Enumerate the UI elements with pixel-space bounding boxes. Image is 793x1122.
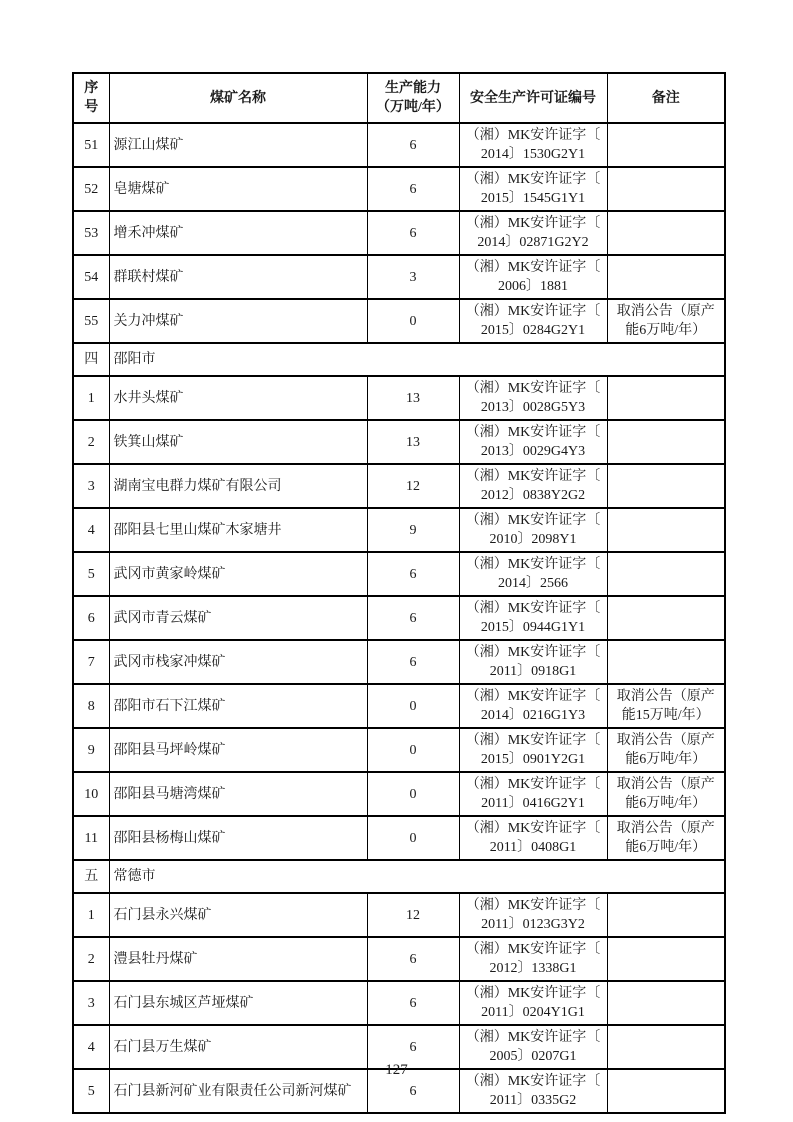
table-head [73, 73, 725, 123]
mine-name-cell: 邵阳市石下江煤矿 [109, 684, 367, 728]
capacity-cell: 6 [367, 937, 459, 981]
capacity-cell: 0 [367, 816, 459, 860]
row-number-cell: 2 [73, 420, 109, 464]
capacity-cell: 6 [367, 211, 459, 255]
table-row [73, 684, 725, 728]
capacity-cell: 0 [367, 299, 459, 343]
remark-cell [607, 123, 725, 167]
row-number-cell: 1 [73, 893, 109, 937]
mines-table [72, 72, 726, 1114]
mine-name-cell: 武冈市黄家岭煤矿 [109, 552, 367, 596]
license-cell: （湘）MK安许证字〔 2015〕0944G1Y1 [459, 596, 607, 640]
row-number-cell: 8 [73, 684, 109, 728]
table-row [73, 728, 725, 772]
remark-cell [607, 464, 725, 508]
remark-cell [607, 376, 725, 420]
remark-cell [607, 981, 725, 1025]
row-number-cell: 3 [73, 981, 109, 1025]
remark-cell [607, 508, 725, 552]
license-cell: （湘）MK安许证字〔 2015〕0901Y2G1 [459, 728, 607, 772]
mine-name-cell: 邵阳县杨梅山煤矿 [109, 816, 367, 860]
license-cell: （湘）MK安许证字〔 2006〕1881 [459, 255, 607, 299]
row-number-cell: 7 [73, 640, 109, 684]
row-number-cell: 4 [73, 508, 109, 552]
table-row [73, 123, 725, 167]
mine-name-cell: 皂塘煤矿 [109, 167, 367, 211]
remark-cell: 取消公告（原产 能6万吨/年） [607, 772, 725, 816]
remark-cell: 取消公告（原产 能15万吨/年） [607, 684, 725, 728]
table-body [73, 123, 725, 1113]
remark-cell [607, 255, 725, 299]
remark-cell [607, 211, 725, 255]
mine-name-cell: 石门县万生煤矿 [109, 1025, 367, 1069]
license-cell: （湘）MK安许证字〔 2011〕0123G3Y2 [459, 893, 607, 937]
mine-name-cell: 石门县新河矿业有限责任公司新河煤矿 [109, 1069, 367, 1113]
license-cell: （湘）MK安许证字〔 2005〕0207G1 [459, 1025, 607, 1069]
license-cell: （湘）MK安许证字〔 2015〕1545G1Y1 [459, 167, 607, 211]
table-row [73, 893, 725, 937]
row-number-cell: 9 [73, 728, 109, 772]
table-row [73, 816, 725, 860]
row-number-cell: 1 [73, 376, 109, 420]
page-number: 127 [385, 1062, 408, 1078]
remark-cell [607, 420, 725, 464]
mine-name-cell: 增禾冲煤矿 [109, 211, 367, 255]
capacity-cell: 9 [367, 508, 459, 552]
table-row [73, 596, 725, 640]
row-number-cell: 5 [73, 552, 109, 596]
table-row [73, 772, 725, 816]
license-cell: （湘）MK安许证字〔 2011〕0204Y1G1 [459, 981, 607, 1025]
header-capacity-line2: （万吨/年） [376, 100, 450, 115]
row-number-cell: 5 [73, 1069, 109, 1113]
table-row [73, 376, 725, 420]
header-cell-no: 序号 [73, 73, 109, 123]
row-number-cell: 2 [73, 937, 109, 981]
capacity-cell: 0 [367, 728, 459, 772]
section-row [73, 343, 725, 376]
remark-cell: 取消公告（原产 能6万吨/年） [607, 816, 725, 860]
header-cell-license: 安全生产许可证编号 [459, 73, 607, 123]
license-cell: （湘）MK安许证字〔 2011〕0335G2 [459, 1069, 607, 1113]
table-row [73, 981, 725, 1025]
header-cell-capacity [367, 73, 459, 123]
header-capacity-line1: 生产能力 [385, 81, 441, 96]
license-cell: （湘）MK安许证字〔 2014〕0216G1Y3 [459, 684, 607, 728]
remark-cell [607, 937, 725, 981]
capacity-cell: 0 [367, 684, 459, 728]
row-number-cell: 3 [73, 464, 109, 508]
capacity-cell: 6 [367, 640, 459, 684]
capacity-cell: 6 [367, 596, 459, 640]
license-cell: （湘）MK安许证字〔 2015〕0284G2Y1 [459, 299, 607, 343]
table-row [73, 937, 725, 981]
license-cell: （湘）MK安许证字〔 2011〕0918G1 [459, 640, 607, 684]
remark-cell: 取消公告（原产 能6万吨/年） [607, 728, 725, 772]
mine-name-cell: 武冈市栈家冲煤矿 [109, 640, 367, 684]
mine-name-cell: 邵阳县马塘湾煤矿 [109, 772, 367, 816]
table-header-row [73, 73, 725, 123]
mine-name-cell: 邵阳县马坪岭煤矿 [109, 728, 367, 772]
table-row [73, 211, 725, 255]
mine-name-cell: 澧县牡丹煤矿 [109, 937, 367, 981]
table-row [73, 552, 725, 596]
section-number-cell: 四 [73, 343, 109, 376]
table-row [73, 640, 725, 684]
capacity-cell: 6 [367, 1025, 459, 1069]
mine-name-cell: 源江山煤矿 [109, 123, 367, 167]
capacity-cell: 3 [367, 255, 459, 299]
license-cell: （湘）MK安许证字〔 2014〕02871G2Y2 [459, 211, 607, 255]
capacity-cell: 6 [367, 123, 459, 167]
row-number-cell: 6 [73, 596, 109, 640]
capacity-cell: 12 [367, 893, 459, 937]
section-row [73, 860, 725, 893]
table-row [73, 420, 725, 464]
table-row [73, 167, 725, 211]
capacity-cell: 12 [367, 464, 459, 508]
row-number-cell: 4 [73, 1025, 109, 1069]
mine-name-cell: 水井头煤矿 [109, 376, 367, 420]
mine-name-cell: 武冈市青云煤矿 [109, 596, 367, 640]
mine-name-cell: 石门县永兴煤矿 [109, 893, 367, 937]
section-name-cell: 常德市 [109, 860, 725, 893]
mine-name-cell: 湖南宝电群力煤矿有限公司 [109, 464, 367, 508]
license-cell: （湘）MK安许证字〔 2014〕1530G2Y1 [459, 123, 607, 167]
capacity-cell: 6 [367, 167, 459, 211]
capacity-cell: 6 [367, 1069, 459, 1113]
row-number-cell: 52 [73, 167, 109, 211]
table-row [73, 508, 725, 552]
license-cell: （湘）MK安许证字〔 2012〕0838Y2G2 [459, 464, 607, 508]
remark-cell [607, 640, 725, 684]
table-row [73, 464, 725, 508]
remark-cell [607, 596, 725, 640]
mine-name-cell: 石门县东城区芦垭煤矿 [109, 981, 367, 1025]
remark-cell: 取消公告（原产 能6万吨/年） [607, 299, 725, 343]
license-cell: （湘）MK安许证字〔 2012〕1338G1 [459, 937, 607, 981]
section-number-cell: 五 [73, 860, 109, 893]
capacity-cell: 13 [367, 420, 459, 464]
row-number-cell: 51 [73, 123, 109, 167]
remark-cell [607, 893, 725, 937]
mine-name-cell: 关力冲煤矿 [109, 299, 367, 343]
row-number-cell: 11 [73, 816, 109, 860]
capacity-cell: 6 [367, 981, 459, 1025]
capacity-cell: 13 [367, 376, 459, 420]
remark-cell [607, 552, 725, 596]
remark-cell [607, 167, 725, 211]
mine-name-cell: 群联村煤矿 [109, 255, 367, 299]
mine-name-cell: 邵阳县七里山煤矿木家塘井 [109, 508, 367, 552]
license-cell: （湘）MK安许证字〔 2011〕0416G2Y1 [459, 772, 607, 816]
row-number-cell: 10 [73, 772, 109, 816]
license-cell: （湘）MK安许证字〔 2013〕0029G4Y3 [459, 420, 607, 464]
row-number-cell: 53 [73, 211, 109, 255]
license-cell: （湘）MK安许证字〔 2011〕0408G1 [459, 816, 607, 860]
table-row [73, 255, 725, 299]
license-cell: （湘）MK安许证字〔 2013〕0028G5Y3 [459, 376, 607, 420]
header-cell-name: 煤矿名称 [109, 73, 367, 123]
section-name-cell: 邵阳市 [109, 343, 725, 376]
row-number-cell: 54 [73, 255, 109, 299]
capacity-cell: 6 [367, 552, 459, 596]
row-number-cell: 55 [73, 299, 109, 343]
license-cell: （湘）MK安许证字〔 2014〕2566 [459, 552, 607, 596]
capacity-cell: 0 [367, 772, 459, 816]
mine-name-cell: 铁箕山煤矿 [109, 420, 367, 464]
license-cell: （湘）MK安许证字〔 2010〕2098Y1 [459, 508, 607, 552]
table-row [73, 299, 725, 343]
header-cell-remark: 备注 [607, 73, 725, 123]
